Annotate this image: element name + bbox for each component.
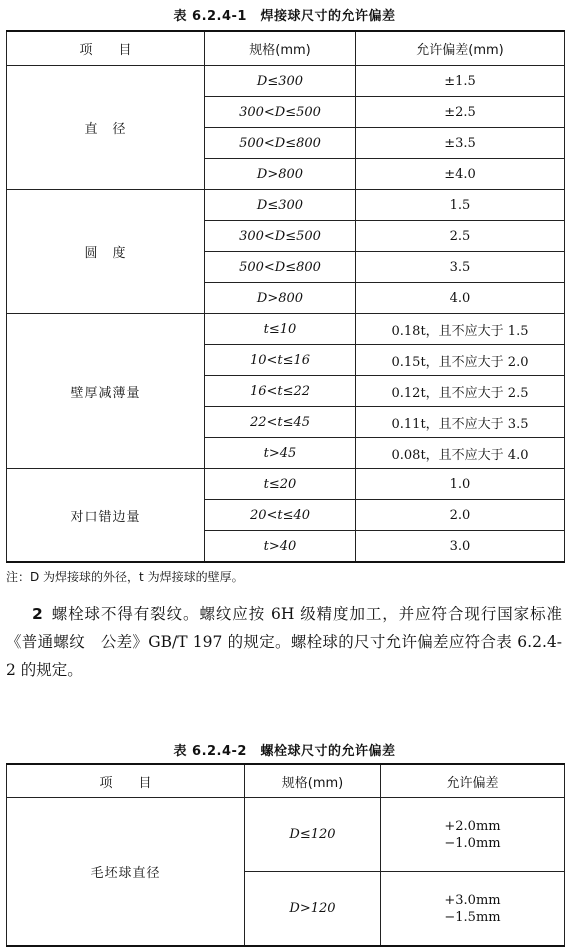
- spec-cell: D≤120: [245, 798, 381, 872]
- tolerance-cell: [381, 798, 565, 872]
- tolerance-cell: 2.5: [356, 221, 565, 252]
- spec-cell: t>40: [205, 531, 356, 563]
- tolerance-cell: ±3.5: [356, 128, 565, 159]
- tolerance-cell: 3.0: [356, 531, 565, 563]
- item-cell: 圆 度: [7, 190, 205, 314]
- tolerance-cell: 1.5: [356, 190, 565, 221]
- table-6-2-4-1-caption: 表 6.2.4-1 焊接球尺寸的允许偏差: [173, 9, 396, 24]
- tolerance-minus: −1.5mm: [444, 909, 501, 925]
- spec-cell: 20<t≤40: [205, 500, 356, 531]
- spec-cell: D≤300: [205, 190, 356, 221]
- tolerance-cell: ±4.0: [356, 159, 565, 190]
- tolerance-cell: 3.5: [356, 252, 565, 283]
- spec-cell: 22<t≤45: [205, 407, 356, 438]
- header-spec: 规格(mm): [205, 31, 356, 66]
- tolerance-cell: [381, 872, 565, 947]
- tolerance-cell: ±1.5: [356, 66, 565, 97]
- spec-cell: t≤10: [205, 314, 356, 345]
- spec-cell: 300<D≤500: [205, 221, 356, 252]
- bolt-ball-tolerance-table: [6, 763, 565, 947]
- item-cell: 毛坯球直径: [7, 798, 245, 947]
- table-body: [7, 66, 565, 563]
- spec-cell: 500<D≤800: [205, 252, 356, 283]
- tolerance-cell: 0.08t，且不应大于 4.0: [356, 438, 565, 469]
- header-tolerance: 允许偏差(mm): [356, 31, 565, 66]
- spec-cell: 16<t≤22: [205, 376, 356, 407]
- spec-cell: 500<D≤800: [205, 128, 356, 159]
- clause-paragraph: [6, 600, 562, 684]
- table-row: [7, 798, 565, 872]
- tolerance-cell: 0.18t，且不应大于 1.5: [356, 314, 565, 345]
- table-row: [7, 314, 565, 345]
- tolerance-cell: 0.12t，且不应大于 2.5: [356, 376, 565, 407]
- tolerance-plus: +3.0mm: [444, 892, 501, 908]
- table-header-row: [7, 764, 565, 798]
- tolerance-cell: 0.11t，且不应大于 3.5: [356, 407, 565, 438]
- clause-number: 2: [32, 605, 43, 623]
- spec-cell: D>800: [205, 283, 356, 314]
- spec-cell: D≤300: [205, 66, 356, 97]
- tolerance-cell: 1.0: [356, 469, 565, 500]
- table-note: 注：D 为焊接球的外径，t 为焊接球的壁厚。: [6, 570, 244, 584]
- tolerance-cell: ±2.5: [356, 97, 565, 128]
- header-item: 项 目: [7, 764, 245, 798]
- table-row: [7, 469, 565, 500]
- tolerance-cell: 2.0: [356, 500, 565, 531]
- spec-cell: 10<t≤16: [205, 345, 356, 376]
- table-6-2-4-2-caption: 表 6.2.4-2 螺栓球尺寸的允许偏差: [173, 744, 396, 759]
- table-row: [7, 190, 565, 221]
- item-cell: 直 径: [7, 66, 205, 190]
- table-header-row: [7, 31, 565, 66]
- table-row: [7, 66, 565, 97]
- item-cell: 对口错边量: [7, 469, 205, 563]
- tolerance-cell: 0.15t，且不应大于 2.0: [356, 345, 565, 376]
- tolerance-minus: −1.0mm: [444, 835, 501, 851]
- welded-ball-tolerance-table: [6, 30, 565, 563]
- spec-cell: D>800: [205, 159, 356, 190]
- spec-cell: 300<D≤500: [205, 97, 356, 128]
- header-item: 项 目: [7, 31, 205, 66]
- tolerance-plus: +2.0mm: [444, 818, 501, 834]
- clause-text: 螺栓球不得有裂纹。螺纹应按 6H 级精度加工，并应符合现行国家标准《普通螺纹 公差》GB/T 197 的规定。螺栓球的尺寸允许偏差应符合表 6.2.4-2 的规定。: [6, 605, 562, 679]
- tolerance-cell: 4.0: [356, 283, 565, 314]
- spec-cell: t>45: [205, 438, 356, 469]
- item-cell: 壁厚减薄量: [7, 314, 205, 469]
- spec-cell: D>120: [245, 872, 381, 947]
- spec-cell: t≤20: [205, 469, 356, 500]
- header-spec: 规格(mm): [245, 764, 381, 798]
- header-tolerance: 允许偏差: [381, 764, 565, 798]
